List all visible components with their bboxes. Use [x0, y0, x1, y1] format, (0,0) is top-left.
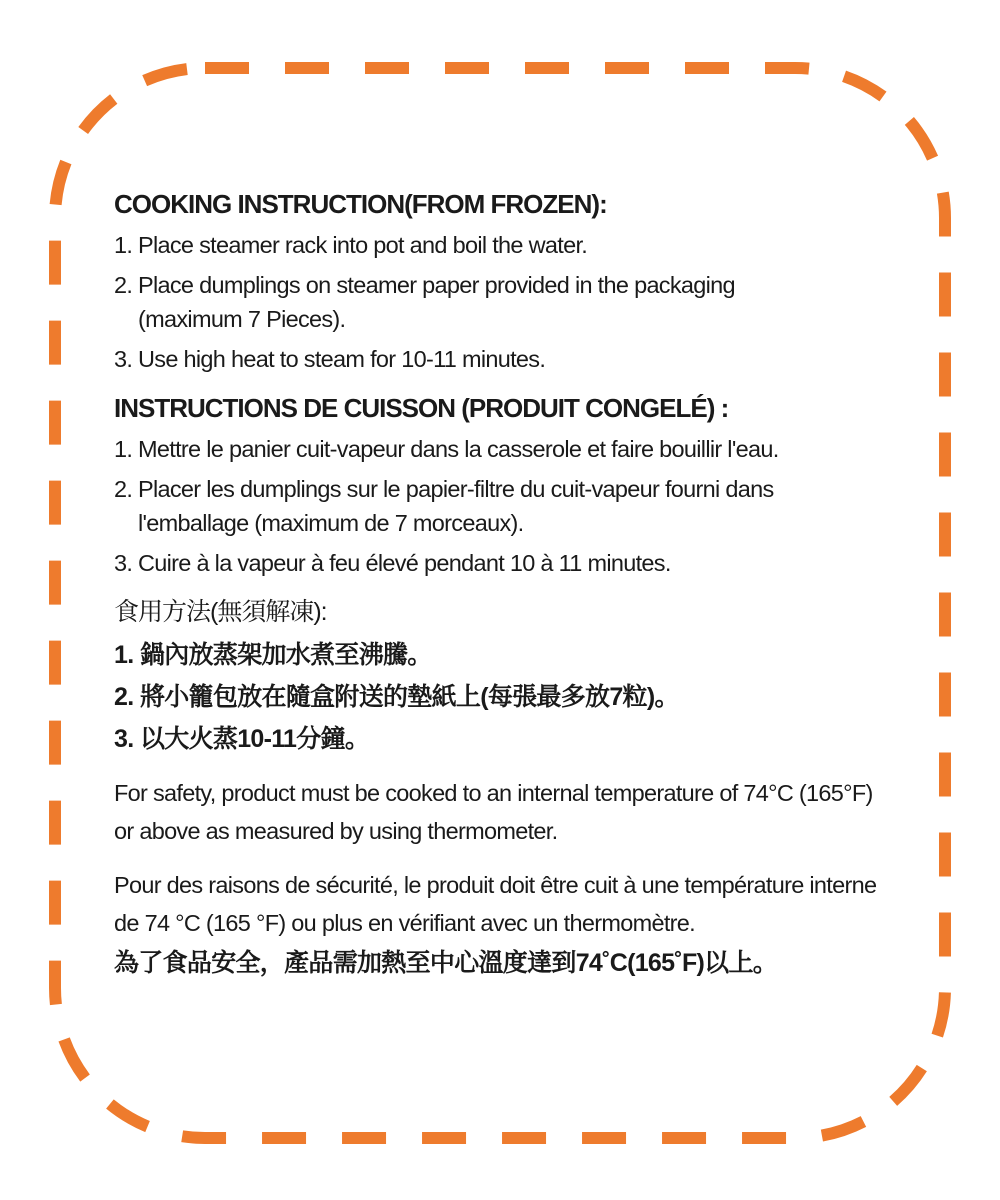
chinese-step-2: [114, 678, 894, 716]
instructions-panel: [114, 186, 894, 982]
step-text: Place dumplings on steamer paper provided in the packaging (maximum 7 Pieces).: [138, 272, 735, 332]
step-number: 3.: [114, 550, 133, 576]
step-number: 1.: [114, 641, 134, 669]
french-step-3: [114, 546, 894, 580]
step-number: 1.: [114, 436, 133, 462]
step-number: 2.: [114, 683, 134, 711]
step-text: 將小籠包放在隨盒附送的墊紙上(每張最多放7粒)。: [140, 683, 679, 711]
step-text: Placer les dumplings sur le papier-filtre du cuit-vapeur fourni dans l'emballage (maximum de 7 morceaux).: [138, 476, 774, 536]
english-heading: COOKING INSTRUCTION(FROM FROZEN):: [114, 189, 607, 219]
french-step-1: [114, 432, 894, 466]
step-text: 以大火蒸10-11分鐘。: [140, 725, 370, 753]
safety-note-english: For safety, product must be cooked to an internal temperature of 74°C (165°F) or above as measured by using thermometer.: [114, 780, 873, 844]
step-number: 3.: [114, 725, 134, 753]
step-number: 2.: [114, 272, 133, 298]
step-number: 3.: [114, 346, 133, 372]
french-heading: INSTRUCTIONS DE CUISSON (PRODUIT CONGELÉ) :: [114, 393, 729, 423]
safety-note-french: Pour des raisons de sécurité, le produit doit être cuit à une température interne de 74 °C (165 °F) ou plus en vérifiant avec un thermomètre.: [114, 872, 877, 936]
english-step-3: [114, 342, 894, 376]
french-step-2: [114, 472, 894, 540]
english-step-2: [114, 268, 894, 336]
step-number: 2.: [114, 476, 133, 502]
safety-note-chinese: 為了食品安全，產品需加熱至中心溫度達到74˚C(165˚F)以上。: [114, 949, 778, 977]
english-step-1: [114, 228, 894, 262]
step-text: Use high heat to steam for 10-11 minutes.: [138, 346, 546, 372]
chinese-heading: 食用方法(無須解凍):: [114, 598, 327, 626]
step-text: Cuire à la vapeur à feu élevé pendant 10 à 11 minutes.: [138, 550, 671, 576]
chinese-step-3: [114, 720, 894, 758]
step-text: Mettre le panier cuit-vapeur dans la casserole et faire bouillir l'eau.: [138, 436, 779, 462]
step-number: 1.: [114, 232, 133, 258]
step-text: Place steamer rack into pot and boil the water.: [138, 232, 588, 258]
step-text: 鍋內放蒸架加水煮至沸騰。: [140, 641, 432, 669]
chinese-step-1: [114, 636, 894, 674]
